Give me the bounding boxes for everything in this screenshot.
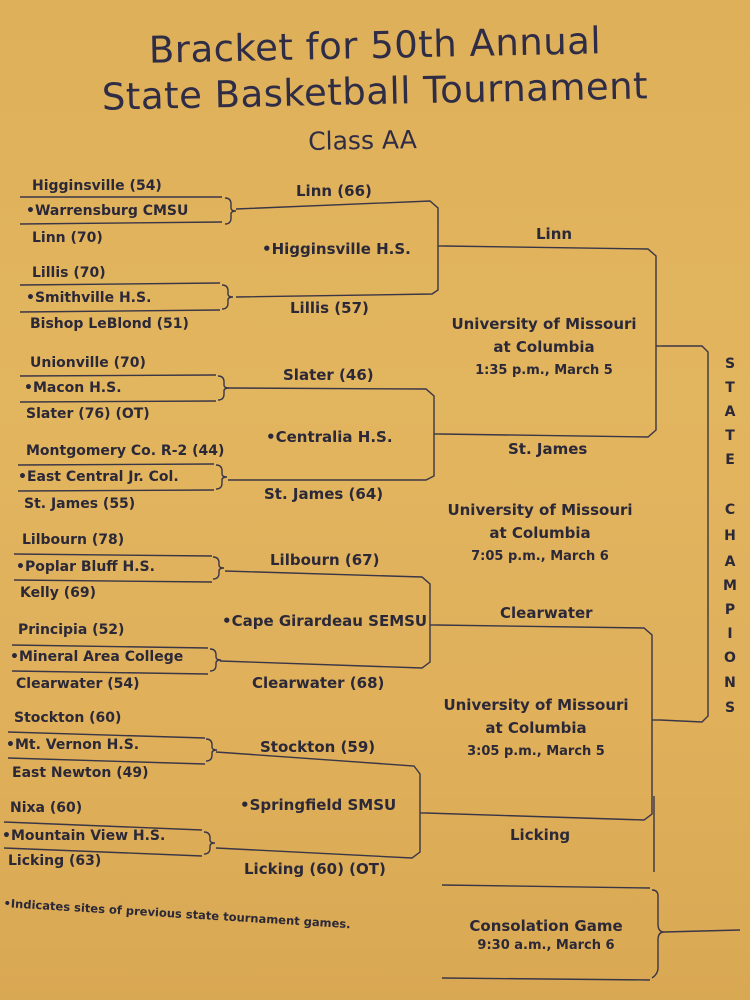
venue-line: University of Missouri xyxy=(451,315,637,333)
champions-letter: A xyxy=(724,404,736,420)
champions-letter: S xyxy=(724,356,736,372)
team-label: Principia (52) xyxy=(18,622,125,638)
team-label: Clearwater xyxy=(500,604,593,622)
game-site: •Cape Girardeau SEMSU xyxy=(222,612,428,630)
team-label: East Newton (49) xyxy=(12,765,149,781)
class-label: Class AA xyxy=(307,125,418,156)
venue-block xyxy=(434,313,654,382)
venue-block xyxy=(426,694,646,763)
game-site: •Mineral Area College xyxy=(10,649,184,665)
champions-letter: A xyxy=(724,554,736,570)
game-site: •Centralia H.S. xyxy=(266,428,393,446)
team-label: Slater (46) xyxy=(283,366,374,384)
venue-line: at Columbia xyxy=(485,719,587,737)
team-label: Linn (66) xyxy=(296,182,372,200)
consolation-block xyxy=(436,916,656,956)
game-site: •Mountain View H.S. xyxy=(2,828,166,844)
venue-line: at Columbia xyxy=(493,338,595,356)
team-label: Licking (60) (OT) xyxy=(244,860,386,878)
team-label: Kelly (69) xyxy=(20,585,96,601)
team-label: Licking (63) xyxy=(8,853,102,869)
venue-line: University of Missouri xyxy=(443,696,629,714)
champions-letter: M xyxy=(723,578,737,594)
game-site: •Macon H.S. xyxy=(24,380,122,396)
game-site: •Higginsville H.S. xyxy=(262,240,411,258)
game-time: 3:05 p.m., March 5 xyxy=(467,744,605,759)
team-label: Lilbourn (67) xyxy=(270,551,380,569)
game-time: 9:30 a.m., March 6 xyxy=(477,938,615,953)
champions-letter: S xyxy=(724,700,736,716)
consolation-label: Consolation Game xyxy=(469,917,623,935)
team-label: St. James (55) xyxy=(24,496,136,512)
game-site: •Springfield SMSU xyxy=(240,796,397,814)
team-label: Lillis (57) xyxy=(290,299,369,317)
team-label: Lilbourn (78) xyxy=(22,532,125,548)
game-site: •Mt. Vernon H.S. xyxy=(6,737,140,753)
team-label: Lillis (70) xyxy=(32,265,106,281)
team-label: St. James (64) xyxy=(264,485,384,503)
team-label: Linn xyxy=(536,225,573,243)
team-label: Licking xyxy=(510,826,571,844)
team-label: Clearwater (68) xyxy=(252,674,385,692)
team-label: Bishop LeBlond (51) xyxy=(30,316,189,332)
champions-letter: I xyxy=(727,626,733,642)
team-label: Unionville (70) xyxy=(30,355,146,371)
champions-letter: H xyxy=(724,528,736,544)
champions-letter: N xyxy=(724,675,736,691)
page-title: Bracket for 50th Annual xyxy=(148,19,602,72)
champions-letter: T xyxy=(725,428,735,444)
champions-letter: T xyxy=(725,380,735,396)
page-title-line2: State Basketball Tournament xyxy=(101,64,649,119)
venue-line: University of Missouri xyxy=(447,501,633,519)
team-label: Higginsville (54) xyxy=(32,178,162,194)
game-site: •Warrensburg CMSU xyxy=(26,203,189,219)
champions-letter: P xyxy=(724,602,736,618)
game-site: •East Central Jr. Col. xyxy=(18,469,179,485)
game-site: •Poplar Bluff H.S. xyxy=(16,559,155,575)
champions-letter: E xyxy=(725,452,735,468)
game-time: 7:05 p.m., March 6 xyxy=(471,549,609,564)
footnote: •Indicates sites of previous state tournament games. xyxy=(3,896,352,932)
champions-letter: C xyxy=(724,502,736,518)
team-label: Linn (70) xyxy=(32,230,103,246)
team-label: Stockton (59) xyxy=(260,738,376,756)
team-label: Slater (76) (OT) xyxy=(26,406,150,422)
team-label: Clearwater (54) xyxy=(16,676,140,692)
game-time: 1:35 p.m., March 5 xyxy=(475,363,613,378)
final-venue xyxy=(430,499,650,568)
team-label: Nixa (60) xyxy=(10,800,83,816)
team-label: Montgomery Co. R-2 (44) xyxy=(26,443,225,459)
champions-letter: O xyxy=(724,650,736,666)
team-label: Stockton (60) xyxy=(14,710,122,726)
venue-line: at Columbia xyxy=(489,524,591,542)
team-label: St. James xyxy=(508,440,588,458)
game-site: •Smithville H.S. xyxy=(26,290,152,306)
